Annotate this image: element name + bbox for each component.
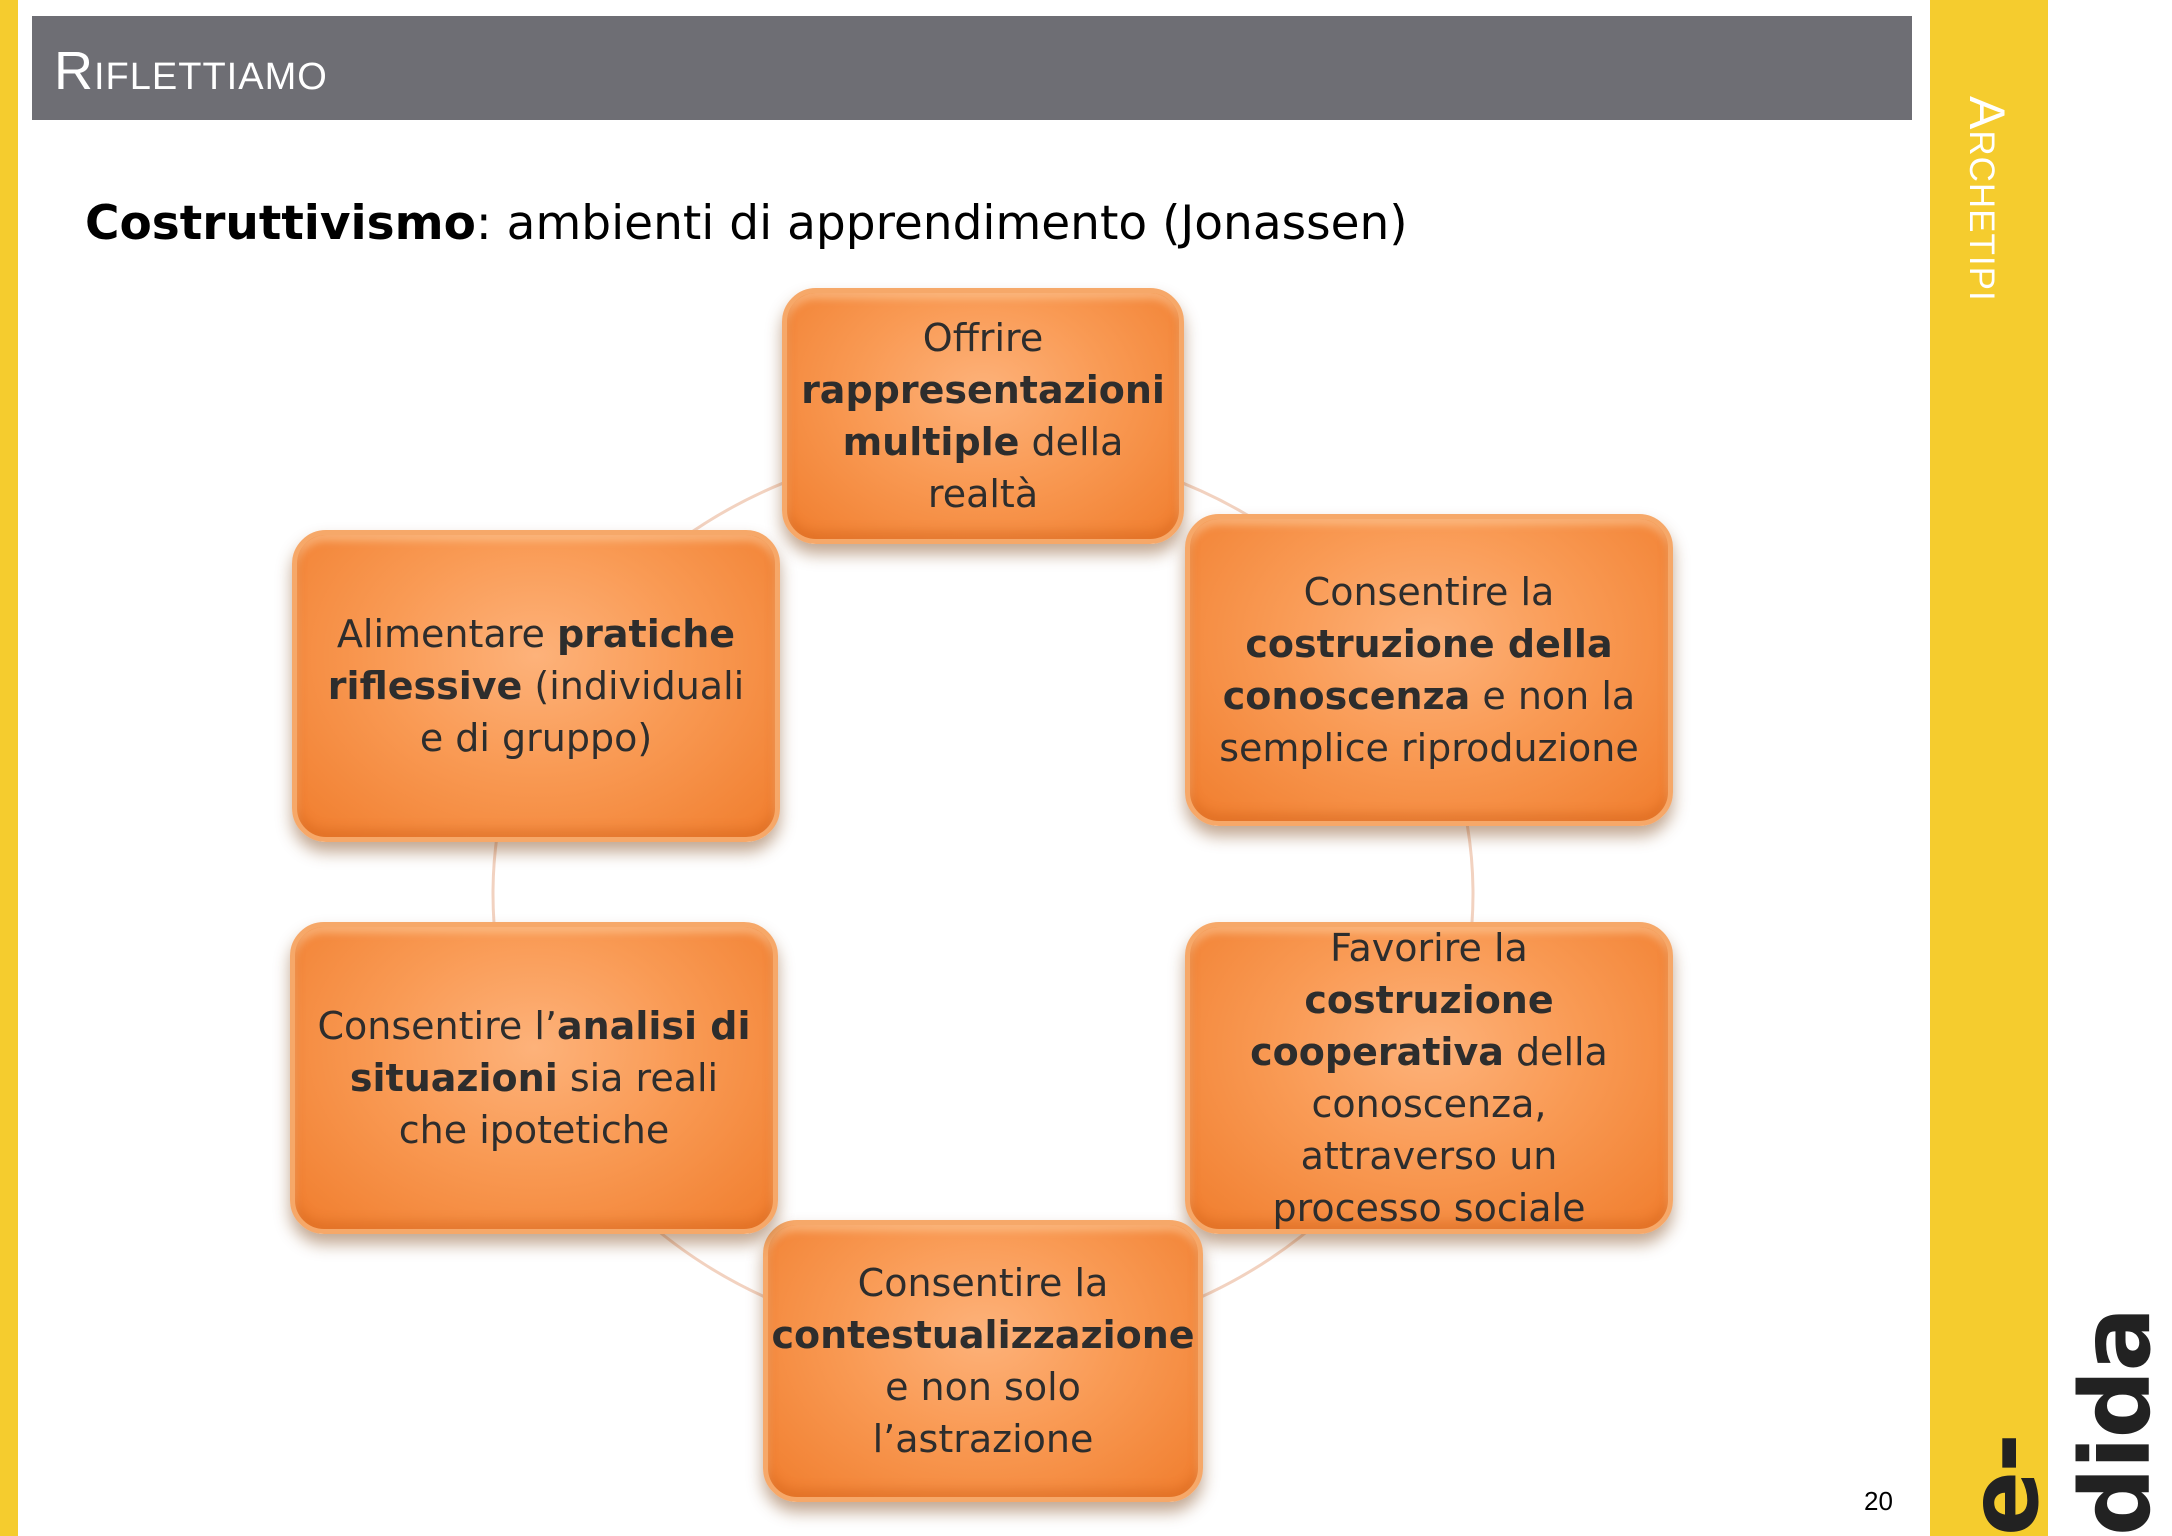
- node-text-bold: costruzione cooperativa: [1250, 978, 1554, 1074]
- page-number: 20: [1864, 1486, 1893, 1516]
- node-text-bold: contestualizzazione: [771, 1313, 1195, 1357]
- node-upper-right: [1185, 514, 1673, 826]
- node-text-part: Consentire l’: [317, 1004, 557, 1048]
- node-text: [801, 312, 1165, 520]
- edida-logo: e-dida: [1948, 1308, 2172, 1536]
- node-text-part: (individuali e di gruppo): [419, 664, 745, 760]
- node-text-bold: pratiche riflessive: [327, 612, 736, 708]
- node-text: [1212, 566, 1646, 774]
- node-text-part: Alimentare: [336, 612, 557, 656]
- node-text: [771, 1257, 1194, 1465]
- subtitle-bold: Costruttivismo: [85, 196, 476, 251]
- node-text-bold: rappresentazioni multiple: [801, 368, 1165, 464]
- node-text-part: Consentire la: [1303, 570, 1555, 614]
- slide-title: Riflettiamo: [54, 41, 328, 101]
- node-text-part: sia reali che ipotetiche: [398, 1056, 719, 1152]
- node-text: [319, 608, 753, 764]
- node-text-part: della conoscenza, attraverso un processo sociale: [1272, 1030, 1608, 1230]
- node-bottom: [763, 1220, 1203, 1502]
- node-text-part: Offrire: [922, 316, 1044, 360]
- subtitle-rest: : ambienti di apprendimento (Jonassen): [475, 196, 1408, 251]
- node-text-part: della realtà: [927, 420, 1124, 516]
- node-text-bold: analisi di situazioni: [349, 1004, 751, 1100]
- node-text: [317, 1000, 751, 1156]
- node-text-part: Favorire la: [1330, 926, 1528, 970]
- node-text-bold: costruzione della conoscenza: [1222, 622, 1613, 718]
- node-text-part: e non la semplice riproduzione: [1219, 674, 1639, 770]
- node-text-part: e non solo l’astrazione: [872, 1365, 1094, 1461]
- node-lower-left: [290, 922, 778, 1234]
- node-upper-left: [292, 530, 780, 842]
- node-lower-right: [1185, 922, 1673, 1234]
- section-label: Archetipi: [1959, 96, 2015, 302]
- node-top: [782, 288, 1184, 544]
- node-text: [1212, 922, 1646, 1234]
- node-text-part: Consentire la: [857, 1261, 1109, 1305]
